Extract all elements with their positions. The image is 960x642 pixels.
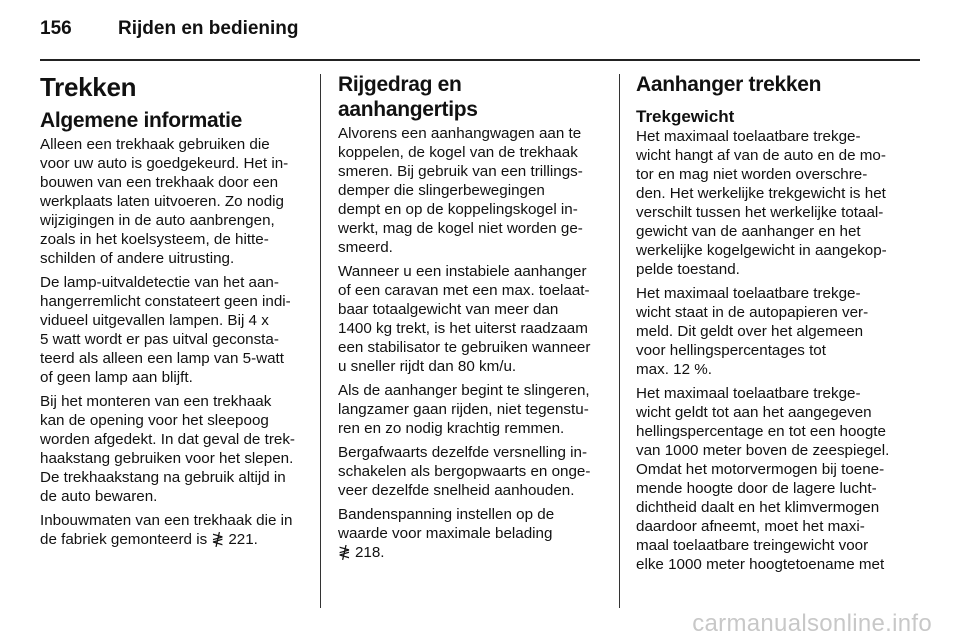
paragraph: Het maximaal toelaatbare trekge- wicht staat in de autopapieren ver- meld. Dit geldt over het algemeen voor hellingspercentages tot max. 12 %. bbox=[636, 285, 869, 378]
subsection-title-trekgewicht: Trekgewicht bbox=[636, 107, 735, 126]
section-title-rijgedrag: Rijgedrag en aanhangertips bbox=[338, 73, 478, 121]
column-left bbox=[40, 72, 308, 554]
subsection-title-algemene-informatie: Algemene informatie bbox=[40, 109, 243, 132]
paragraph: Het maximaal toelaatbare trekge- wicht hangt af van de auto en de mo- tor en mag niet worden overschre- den. Het werkelijke trekgewicht is het verschilt tussen het werkelijke totaal- gewicht van de aanhanger en het werkelijke kogelgewicht in aangekop- pelde toestand. bbox=[636, 128, 887, 278]
column-right bbox=[636, 72, 906, 579]
paragraph: Wanneer u een instabiele aanhanger of een caravan met een max. toelaat- baar totaalgewicht van meer dan 1400 kg trekt, is het uiterst raadzaam een stabilisator te gebruiken wanneer u sneller rijdt dan 80 km/u. bbox=[338, 263, 591, 375]
page-header bbox=[40, 18, 920, 54]
column-divider-2 bbox=[619, 74, 620, 608]
section-title-aanhanger-trekken: Aanhanger trekken bbox=[636, 73, 822, 96]
column-middle bbox=[338, 72, 606, 567]
running-title: Rijden en bediening bbox=[118, 18, 299, 39]
paragraph: Alvorens een aanhangwagen aan te koppelen, de kogel van de trekhaak smeren. Bij gebruik van een trillings- demper die slingerbewegingen dempt en op de koppelingskogel in- werkt, mag de kogel niet worden ge- smeerd. bbox=[338, 125, 583, 256]
paragraph-with-page-reference: Inbouwmaten van een trekhaak die in de fabriek gemonteerd is ≹ 221. bbox=[40, 512, 293, 548]
column-divider-1 bbox=[320, 74, 321, 608]
paragraph: De lamp-uitvaldetectie van het aan- hangerremlicht constateert geen indi- vidueel uitgevallen lampen. Bij 4 x 5 watt wordt er pas uitval geconsta- teerd als alleen een lamp van 5-watt of geen lamp aan blijft. bbox=[40, 274, 291, 386]
watermark-text: carmanualsonline.info bbox=[692, 610, 932, 637]
paragraph: Het maximaal toelaatbare trekge- wicht geldt tot aan het aangegeven hellingspercentage en tot een hoogte van 1000 meter boven de zeespiegel. Omdat het motorvermogen bij toene- mende hoogte door de lagere lucht- dichtheid daalt en het klimvermogen daardoor afneemt, moet het maxi- maal toelaatbare treingewicht voor elke 1000 meter hoogtetoename met bbox=[636, 385, 890, 573]
paragraph: Als de aanhanger begint te slingeren, langzamer gaan rijden, niet tegenstu- ren en zo nodig krachtig remmen. bbox=[338, 382, 590, 437]
section-title-trekken: Trekken bbox=[40, 72, 137, 102]
header-rule bbox=[40, 59, 920, 61]
paragraph: Bergafwaarts dezelfde versnelling in- schakelen als bergopwaarts en onge- veer dezelfde snelheid aanhouden. bbox=[338, 444, 591, 499]
paragraph-with-page-reference: Bandenspanning instellen op de waarde voor maximale belading ≹ 218. bbox=[338, 506, 555, 561]
paragraph: Bij het monteren van een trekhaak kan de opening voor het sleepoog worden afgedekt. In dat geval de trek- haakstang gebruiken voor het slepen. De trekhaakstang na gebruik altijd in de auto bewaren. bbox=[40, 393, 295, 505]
page-number: 156 bbox=[40, 18, 72, 39]
paragraph: Alleen een trekhaak gebruiken die voor uw auto is goedgekeurd. Het in- bouwen van een trekhaak door een werkplaats laten uitvoeren. Zo nodig wijzigingen in de auto aanbrengen, zoals in het koelsysteem, de hitte- schilden of andere uitrusting. bbox=[40, 136, 289, 267]
